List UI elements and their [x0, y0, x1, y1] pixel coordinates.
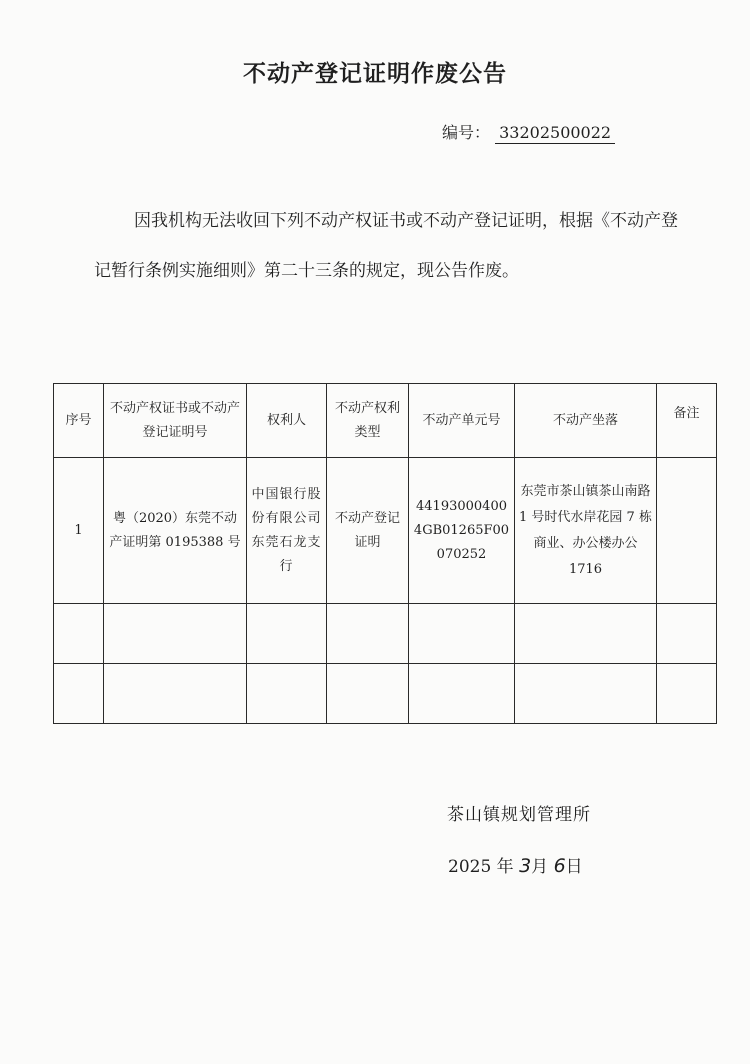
registration-table — [53, 383, 717, 724]
header-right-type: 不动产权利类型 — [327, 384, 409, 458]
document-number — [442, 120, 615, 144]
issue-date — [448, 852, 583, 877]
table-row — [54, 458, 717, 604]
cell-cert-no — [104, 604, 247, 664]
cell-holder — [247, 664, 327, 724]
document-number-label: 编号： — [442, 123, 491, 142]
cell-location — [515, 604, 657, 664]
cell-right-type — [327, 664, 409, 724]
header-holder: 权利人 — [247, 384, 327, 458]
header-remark: 备注 — [657, 384, 717, 458]
announcement-body: 因我机构无法收回下列不动产权证书或不动产登记证明，根据《不动产登记暂行条例实施细则》第二十三条的规定，现公告作废。 — [94, 211, 678, 281]
issue-date-month-unit: 月 — [531, 857, 549, 877]
cell-remark — [657, 458, 717, 604]
table-row — [54, 604, 717, 664]
cell-remark — [657, 604, 717, 664]
table-header-row — [54, 384, 717, 458]
cell-holder: 中国银行股份有限公司东莞石龙支行 — [247, 458, 327, 604]
cell-holder — [247, 604, 327, 664]
cell-seq: 1 — [54, 458, 104, 604]
cell-location: 东莞市茶山镇茶山南路 1 号时代水岸花园 7 栋商业、办公楼办公 1716 — [515, 458, 657, 604]
cell-unit-no — [409, 604, 515, 664]
issue-date-month: 3 — [519, 855, 532, 877]
cell-seq — [54, 664, 104, 724]
header-cert-no: 不动产权证书或不动产登记证明号 — [104, 384, 247, 458]
cell-right-type: 不动产登记证明 — [327, 458, 409, 604]
cell-cert-no: 粤（2020）东莞不动产证明第 0195388 号 — [104, 458, 247, 604]
issue-date-day: 6 — [553, 855, 566, 877]
issue-date-day-unit: 日 — [565, 857, 583, 877]
cell-seq — [54, 604, 104, 664]
page-title: 不动产登记证明作废公告 — [243, 61, 507, 87]
cell-unit-no — [409, 664, 515, 724]
issuing-organization: 茶山镇规划管理所 — [447, 805, 591, 825]
table-row — [54, 664, 717, 724]
cell-cert-no — [104, 664, 247, 724]
header-location: 不动产坐落 — [515, 384, 657, 458]
issue-date-year: 2025 年 — [448, 857, 514, 877]
header-seq: 序号 — [54, 384, 104, 458]
cell-remark — [657, 664, 717, 724]
cell-location — [515, 664, 657, 724]
cell-unit-no: 441930004004GB01265F00070252 — [409, 458, 515, 604]
document-number-value: 33202500022 — [495, 124, 615, 144]
header-unit-no: 不动产单元号 — [409, 384, 515, 458]
cell-right-type — [327, 604, 409, 664]
